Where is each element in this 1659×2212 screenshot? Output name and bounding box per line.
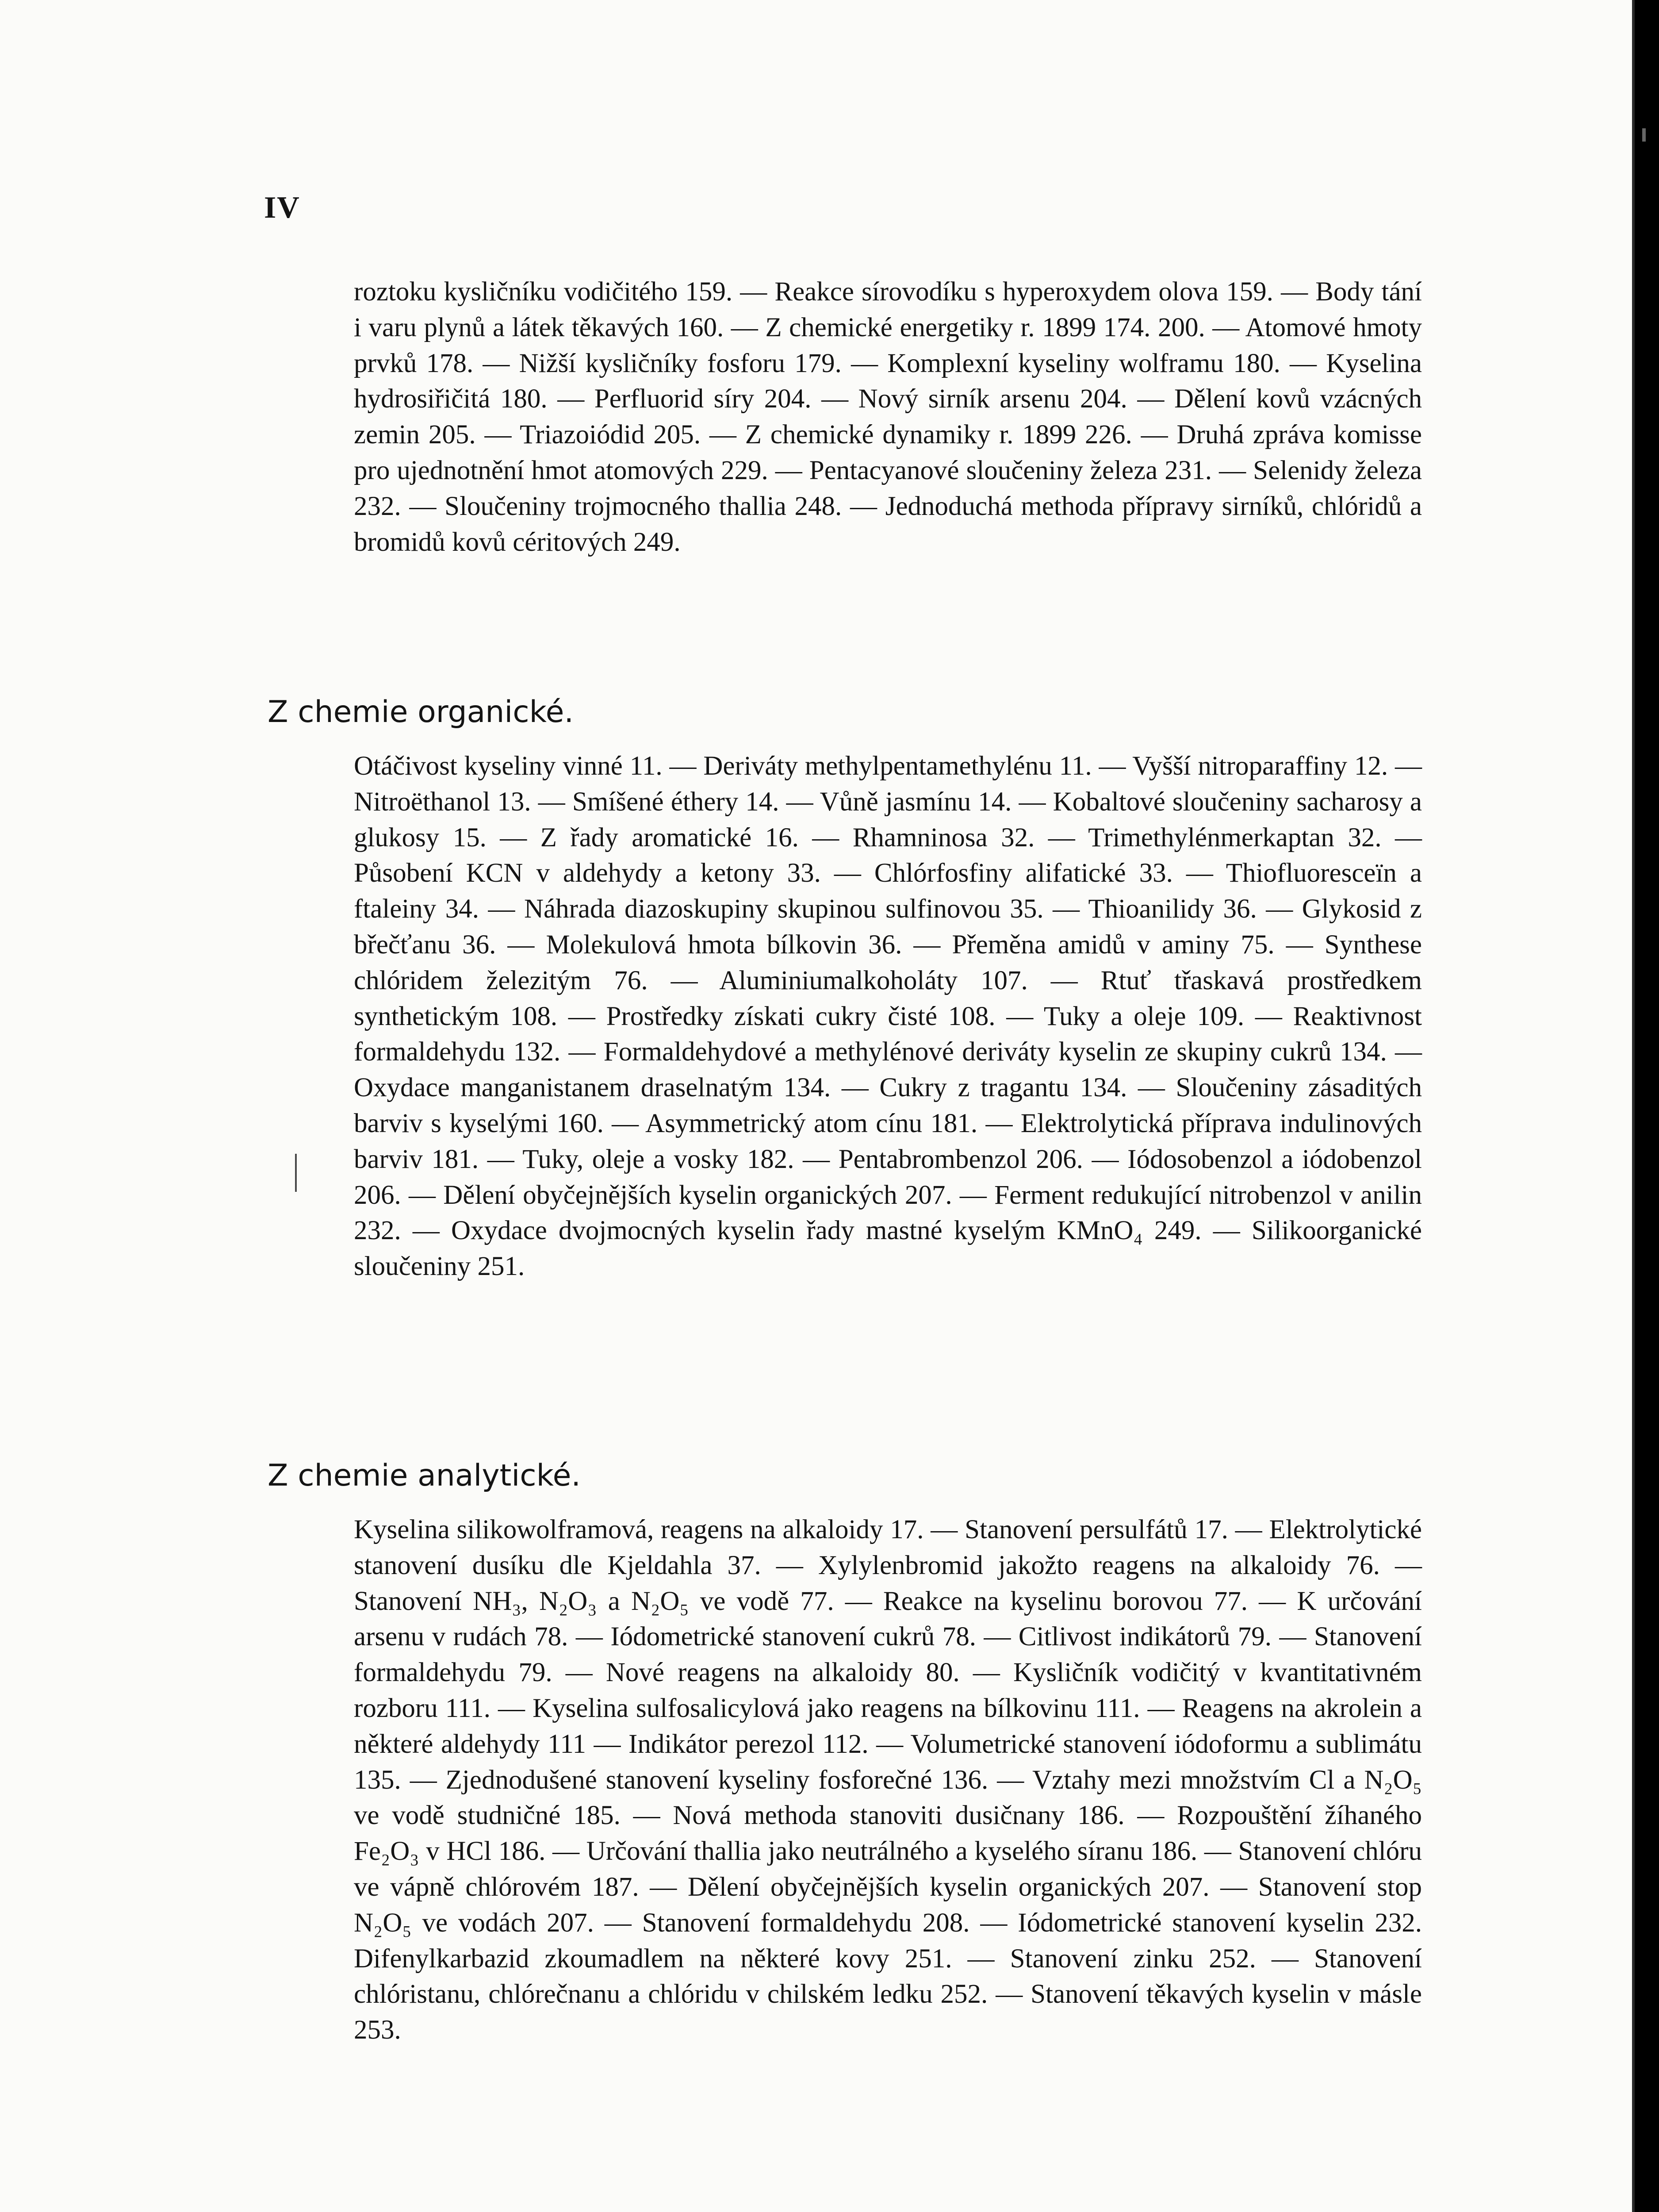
paragraph-analytical-chemistry: Kyselina silikowolframová, reagens na alkaloidy 17. — Stanovení persulfátů 17. — Elektrolytické stanovení dusíku dle Kjeldahla 37. — Xylylenbromid jakožto reagens na alkaloidy 76. — Stanovení NH₃, N₂O₃ a N₂O₅ ve vodě 77. — Reakce na kyselinu borovou 77. — K určování arsenu v rudách 78. — Iódometrické stanovení cukrů 78. — Citlivost indikátorů 79. — Stanovení formaldehydu 79. — Nové reagens na alkaloidy 80. — Kysličník vodičitý v kvantitativném rozboru 111. — Kyselina sulfosalicylová jako reagens na bílkovinu 111. — Reagens na akrolein a některé aldehydy 111 — Indikátor perezol 112. — Volumetrické stanovení iódoformu a sublimátu 135. — Zjednodušené stanovení kyseliny fosforečné 136. — Vztahy mezi množstvím Cl a N₂O₅ ve vodě studničné 185. — Nová methoda stanoviti dusičnany 186. — Rozpouštění žíhaného Fe₂O₃ v HCl 186. — Určování thallia jako neutrálného a kyselého síranu 186. — Stanovení chlóru ve vápně chlórovém 187. — Dělení obyčejnějších kyselin organických 207. — Stanovení stop N₂O₅ ve vodách 207. — Stanovení formaldehydu 208. — Iódometrické stanovení kyselin 232. Difenylkarbazid zkoumadlem na některé kovy 251. — Stanovení zinku 252. — Stanovení chlóristanu, chlórečnanu a chlóridu v chilském ledku 252. — Stanovení těkavých kyselin v másle 253. (354, 1515, 1422, 2045)
heading-analytical-chemistry: Z chemie analytické. (268, 1458, 581, 1493)
heading-organic-chemistry: Z chemie organické. (268, 695, 574, 730)
paragraph-organic-chemistry: Otáčivost kyseliny vinné 11. — Deriváty methylpentamethylénu 11. — Vyšší nitroparaffiny 12. — Nitroëthanol 13. — Smíšené éthery 14. — Vůně jasmínu 14. — Kobaltové sloučeniny sacharosy a glukosy 15. — Z řady aromatické 16. — Rhamninosa 32. — Trimethylénmerkaptan 32. — Působení KCN v aldehydy a ketony 33. — Chlórfosfiny alifatické 33. — Thiofluoresceïn a ftaleiny 34. — Náhrada diazoskupiny skupinou sulfinovou 35. — Thioanilidy 36. — Glykosid z břečťanu 36. — Molekulová hmota bílkovin 36. — Přeměna amidů v aminy 75. — Synthese chlóridem železitým 76. — Aluminiumalkoholáty 107. — Rtuť třaskavá prostředkem synthetickým 108. — Prostředky získati cukry čisté 108. — Tuky a oleje 109. — Reaktivnost formaldehydu 132. — Formaldehydové a methylénové deriváty kyselin ze skupiny cukrů 134. — Oxydace manganistanem draselnatým 134. — Cukry z tragantu 134. — Sloučeniny zásaditých barviv s kyselými 160. — Asymmetrický atom cínu 181. — Elektrolytická příprava indulinových barviv 181. — Tuky, oleje a vosky 182. — Pentabrombenzol 206. — Iódosobenzol a iódobenzol 206. — Dělení obyčejnějších kyselin organických 207. — Ferment redukující nitrobenzol v anilin 232. — Oxydace dvojmocných kyselin řady mastné kyselým KMnO₄ 249. — Silikoorganické sloučeniny 251. (354, 751, 1422, 1282)
paragraph-inorganic-continuation: roztoku kysličníku vodičitého 159. — Reakce sírovodíku s hyperoxydem olova 159. — Body tání i varu plynů a látek těkavých 160. — Z chemické energetiky r. 1899 174. 200. — Atomové hmoty prvků 178. — Nižší kysličníky fosforu 179. — Komplexní kyseliny wolframu 180. — Kyselina hydrosiřičitá 180. — Perfluorid síry 204. — Nový sirník arsenu 204. — Dělení kovů vzácných zemin 205. — Triazoiódid 205. — Z chemické dynamiky r. 1899 226. — Druhá zpráva komisse pro ujednotnění hmot atomových 229. — Pentacyanové sloučeniny železa 231. — Selenidy železa 232. — Sloučeniny trojmocného thallia 248. — Jednoduchá methoda přípravy sirníků, chlóridů a bromidů kovů céritových 249. (354, 277, 1422, 557)
margin-pencil-mark (295, 1154, 297, 1192)
page-number: IV (264, 191, 300, 225)
scan-edge-mark (1642, 128, 1646, 142)
